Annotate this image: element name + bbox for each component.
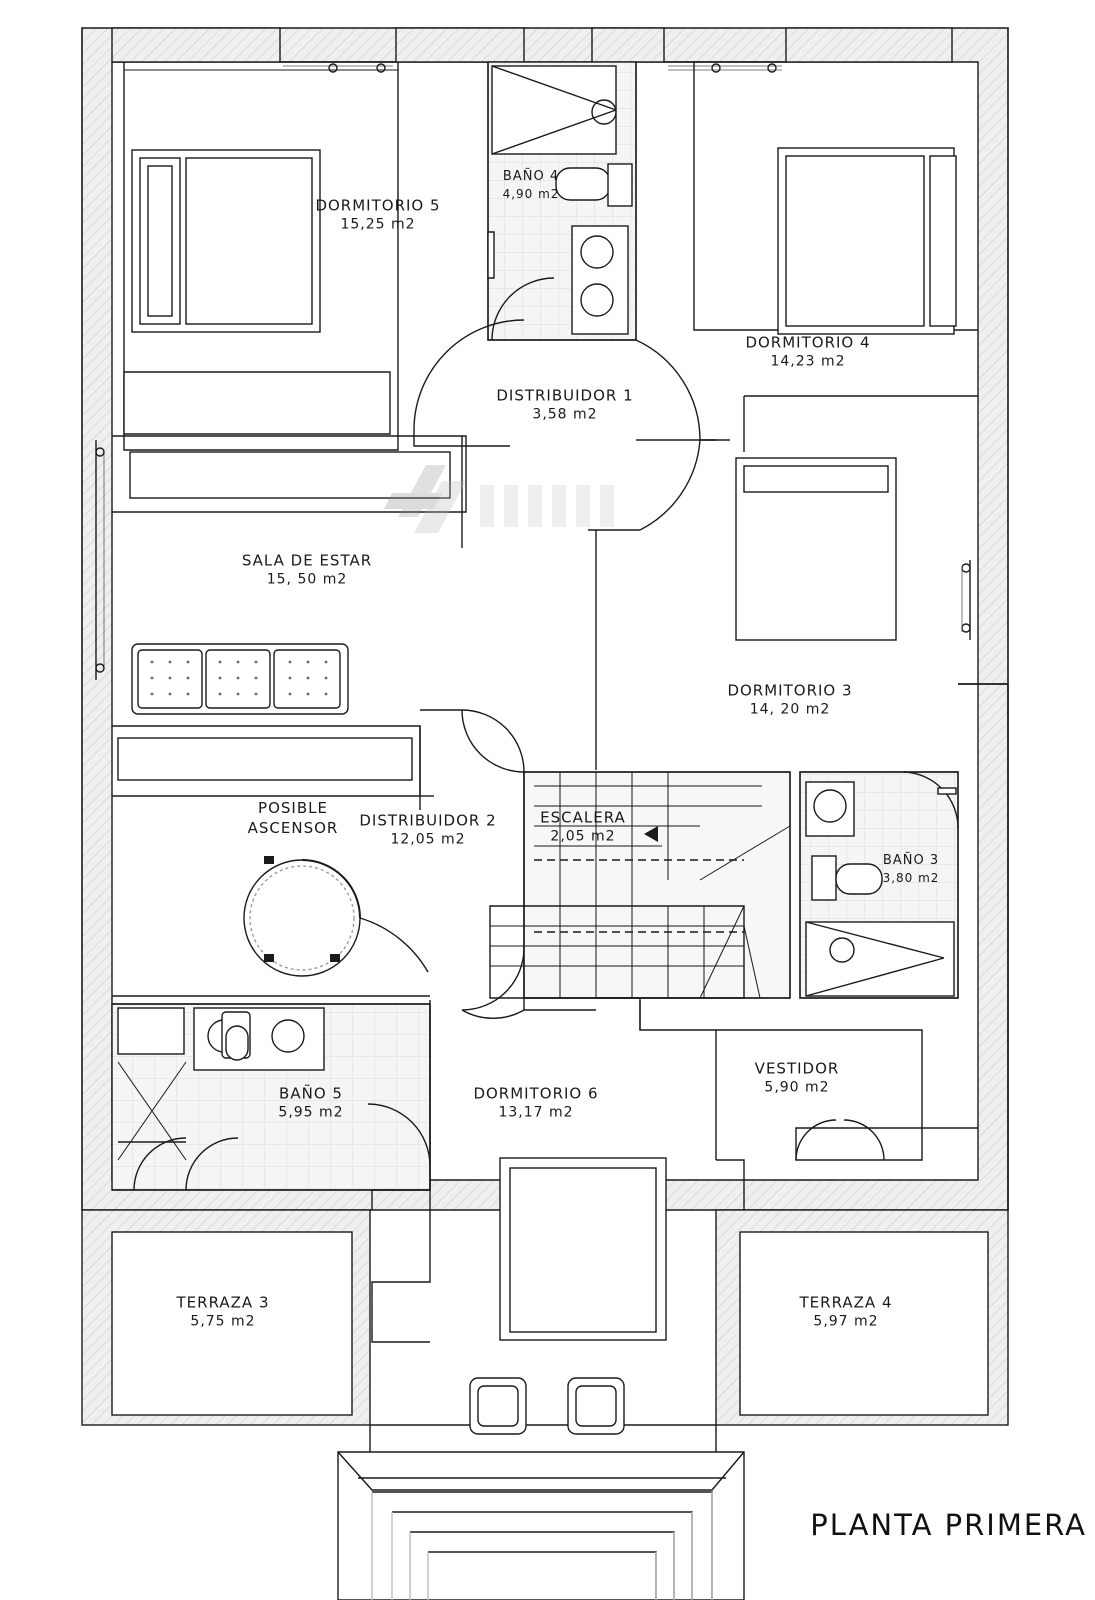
feature-escalera bbox=[490, 772, 790, 998]
room-name: BAÑO 3 bbox=[882, 853, 940, 869]
feature-name-2: ASCENSOR bbox=[247, 819, 339, 837]
feature-name: POSIBLE bbox=[258, 798, 328, 817]
room-area: 5,90 m2 bbox=[764, 1079, 830, 1096]
room-bano-4 bbox=[488, 62, 636, 340]
room-bano-5 bbox=[112, 1004, 430, 1190]
room-name: DORMITORIO 5 bbox=[315, 196, 441, 215]
room-area: 12,05 m2 bbox=[390, 831, 466, 848]
garden-stairs bbox=[338, 1425, 744, 1600]
plan-title: PLANTA PRIMERA bbox=[810, 1508, 1087, 1542]
room-area: 5,75 m2 bbox=[190, 1313, 256, 1330]
room-name: BAÑO 5 bbox=[279, 1084, 343, 1103]
room-area: 4,90 m2 bbox=[502, 186, 560, 201]
room-area: 3,80 m2 bbox=[882, 870, 940, 885]
room-name: DISTRIBUIDOR 1 bbox=[496, 386, 634, 405]
room-name: DORMITORIO 3 bbox=[727, 681, 853, 700]
room-name: DORMITORIO 6 bbox=[473, 1084, 599, 1103]
room-name: TERRAZA 3 bbox=[176, 1293, 270, 1312]
room-name: VESTIDOR bbox=[754, 1059, 840, 1078]
room-area: 14,23 m2 bbox=[770, 353, 846, 370]
room-name: SALA DE ESTAR bbox=[241, 551, 373, 570]
room-name: BAÑO 4 bbox=[502, 169, 560, 185]
room-bano-3 bbox=[800, 772, 958, 998]
room-name: DORMITORIO 4 bbox=[745, 333, 871, 352]
room-area: 13,17 m2 bbox=[498, 1104, 574, 1121]
room-area: 2,05 m2 bbox=[550, 828, 616, 845]
room-area: 14, 20 m2 bbox=[749, 701, 831, 718]
room-name: ESCALERA bbox=[540, 808, 626, 827]
room-name: TERRAZA 4 bbox=[799, 1293, 893, 1312]
room-area: 15, 50 m2 bbox=[266, 571, 348, 588]
room-area: 15,25 m2 bbox=[340, 216, 416, 233]
room-area: 5,97 m2 bbox=[813, 1313, 879, 1330]
room-area: 5,95 m2 bbox=[278, 1104, 344, 1121]
room-area: 3,58 m2 bbox=[532, 406, 598, 423]
room-name: DISTRIBUIDOR 2 bbox=[359, 811, 497, 830]
